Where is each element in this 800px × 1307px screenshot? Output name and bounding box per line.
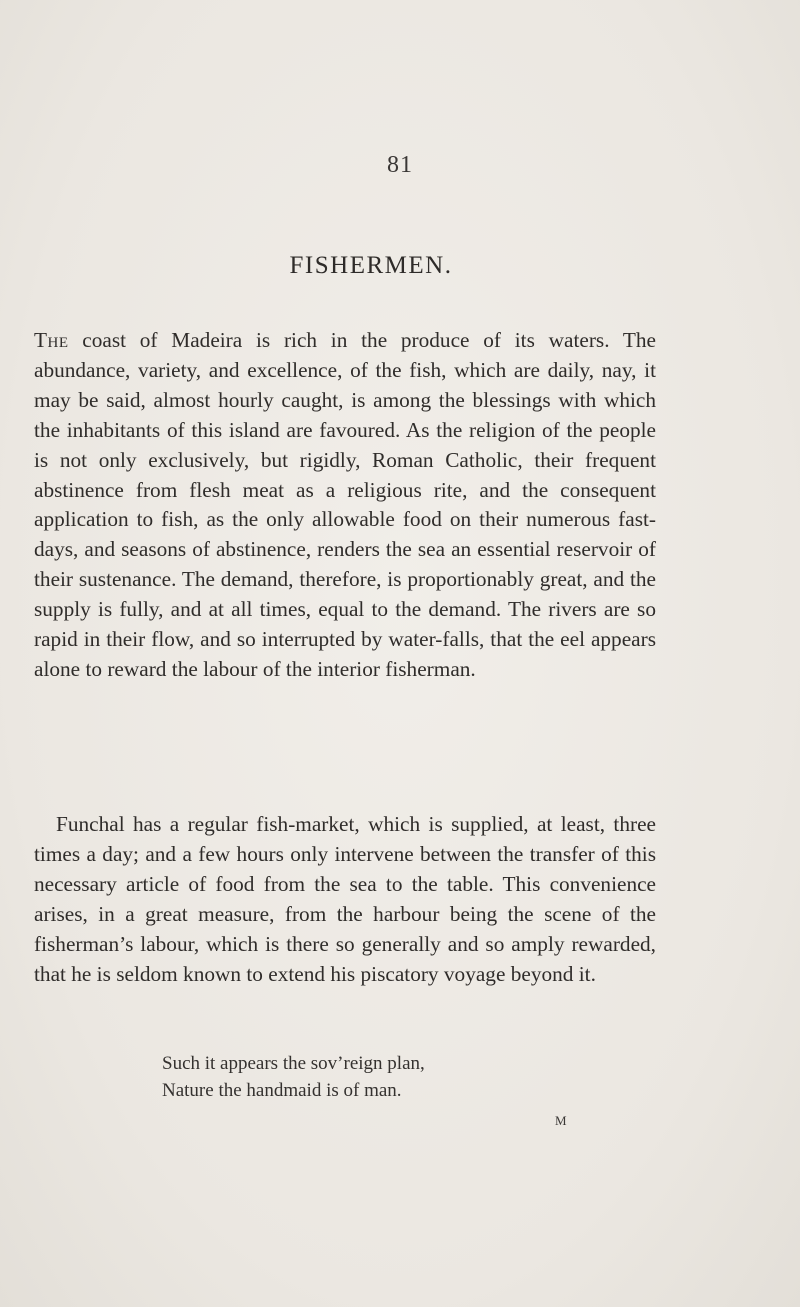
signature-mark: M	[555, 1113, 568, 1128]
paragraph-text: coast of Madeira is rich in the produce of its waters. The abundance, variety, and excellence, of the fish, which are daily, nay, it may be said, almost hourly caught, is among the blessings with which the inhabitants of this island are favoured. As the religion of the people is not only exclusively, but rigidly, Roman Catholic, their frequent abstinence from flesh meat as a religious rite, and the consequent application to fish, as the only allowable food on their numerous fast-days, and seasons of abstinence, renders the sea an essential reservoir of their sustenance. The demand, therefore, is proportionably great, and the supply is fully, and at all times, equal to the demand. The rivers are so rapid in their flow, and so interrupted by water-falls, that the eel appears alone to reward the labour of the interior fisherman.	[34, 328, 656, 681]
paragraph	[34, 810, 656, 989]
page-number: 81	[387, 152, 413, 178]
verse-line: Nature the handmaid is of man.	[162, 1080, 402, 1101]
paragraph-lead-word: The	[34, 328, 69, 352]
verse-line: Such it appears the sov’reign plan,	[162, 1053, 425, 1074]
verse-quotation	[162, 1050, 425, 1104]
paragraph-text: Funchal has a regular fish-market, which is supplied, at least, three times a day; and a few hours only intervene between the transfer of this necessary article of food from the sea to the table. This convenience arises, in a great measure, from the harbour being the scene of the fisherman’s labour, which is there so generally and so amply rewarded, that he is seldom known to extend his piscatory voyage beyond it.	[34, 812, 656, 986]
paragraph	[34, 326, 656, 685]
chapter-title: FISHERMEN.	[289, 252, 453, 279]
